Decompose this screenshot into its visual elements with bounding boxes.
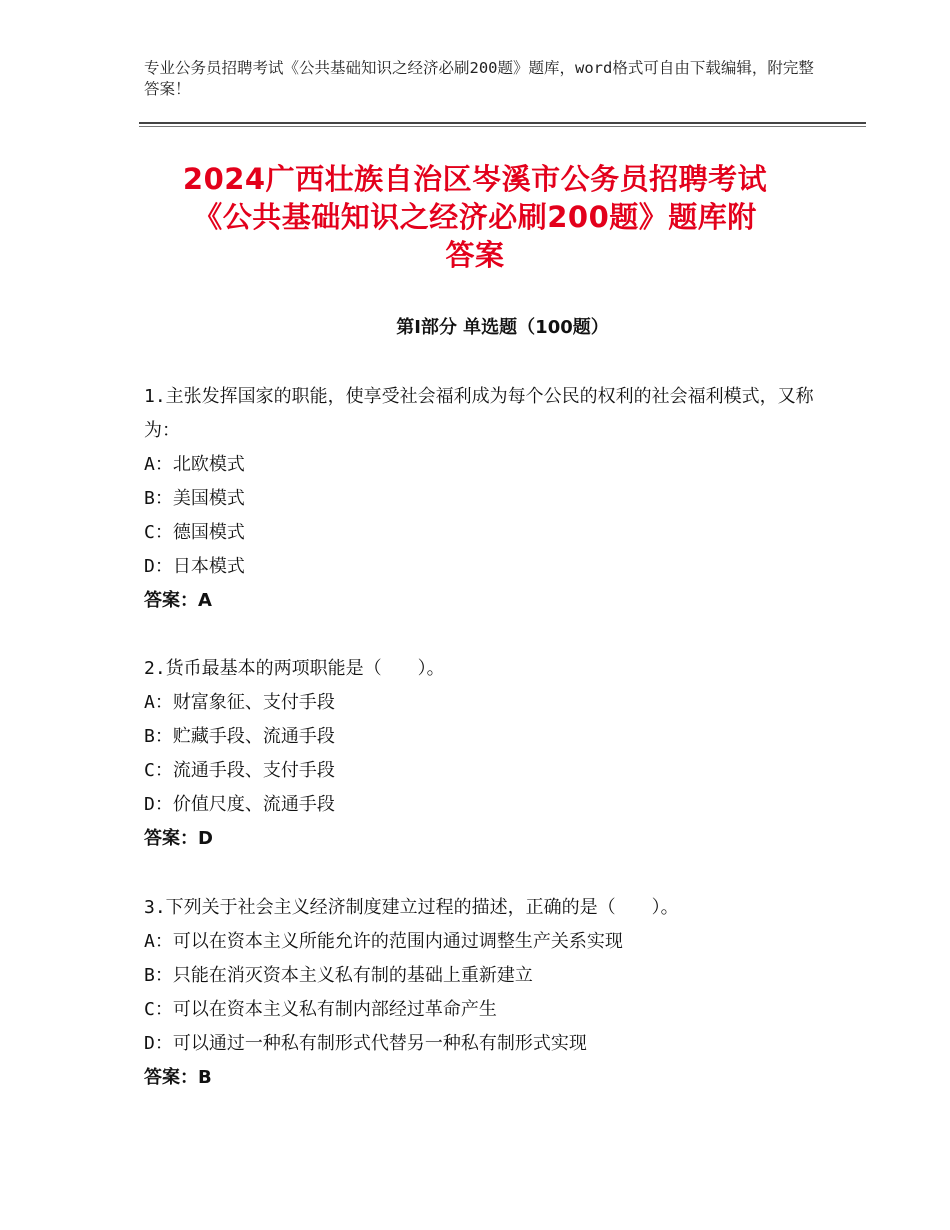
header-divider-thick [139, 122, 866, 124]
question-2 [144, 652, 844, 856]
option-c: C：流通手段、支付手段 [144, 760, 335, 781]
question-1 [144, 380, 844, 618]
question-text: 1.主张发挥国家的职能，使享受社会福利成为每个公民的权利的社会福利模式，又称为： [144, 386, 814, 441]
title-line-3: 答案 [445, 238, 505, 272]
option-b: B：贮藏手段、流通手段 [144, 726, 335, 747]
answer: 答案：B [144, 1067, 212, 1088]
option-d: D：日本模式 [144, 556, 245, 577]
option-c: C：可以在资本主义私有制内部经过革命产生 [144, 999, 497, 1020]
title-line-1: 2024广西壮族自治区岑溪市公务员招聘考试 [182, 162, 768, 196]
question-text: 3.下列关于社会主义经济制度建立过程的描述，正确的是（ ）。 [144, 897, 679, 918]
title-line-2: 《公共基础知识之经济必刷200题》题库附 [193, 200, 757, 234]
option-b: B：美国模式 [144, 488, 245, 509]
option-d: D：价值尺度、流通手段 [144, 794, 335, 815]
option-a: A：可以在资本主义所能允许的范围内通过调整生产关系实现 [144, 931, 623, 952]
question-3 [144, 891, 844, 1095]
document-title [120, 160, 830, 274]
option-a: A：北欧模式 [144, 454, 245, 475]
header-divider-thin [139, 126, 866, 127]
section-title: 第Ⅰ部分 单选题（100题） [396, 317, 609, 338]
option-a: A：财富象征、支付手段 [144, 692, 335, 713]
header-note: 专业公务员招聘考试《公共基础知识之经济必刷200题》题库，word格式可自由下载编辑，附完整答案！ [144, 59, 814, 98]
answer: 答案：D [144, 828, 213, 849]
answer: 答案：A [144, 590, 212, 611]
option-c: C：德国模式 [144, 522, 245, 543]
option-b: B：只能在消灭资本主义私有制的基础上重新建立 [144, 965, 533, 986]
question-text: 2.货币最基本的两项职能是（ ）。 [144, 658, 445, 679]
option-d: D：可以通过一种私有制形式代替另一种私有制形式实现 [144, 1033, 587, 1054]
